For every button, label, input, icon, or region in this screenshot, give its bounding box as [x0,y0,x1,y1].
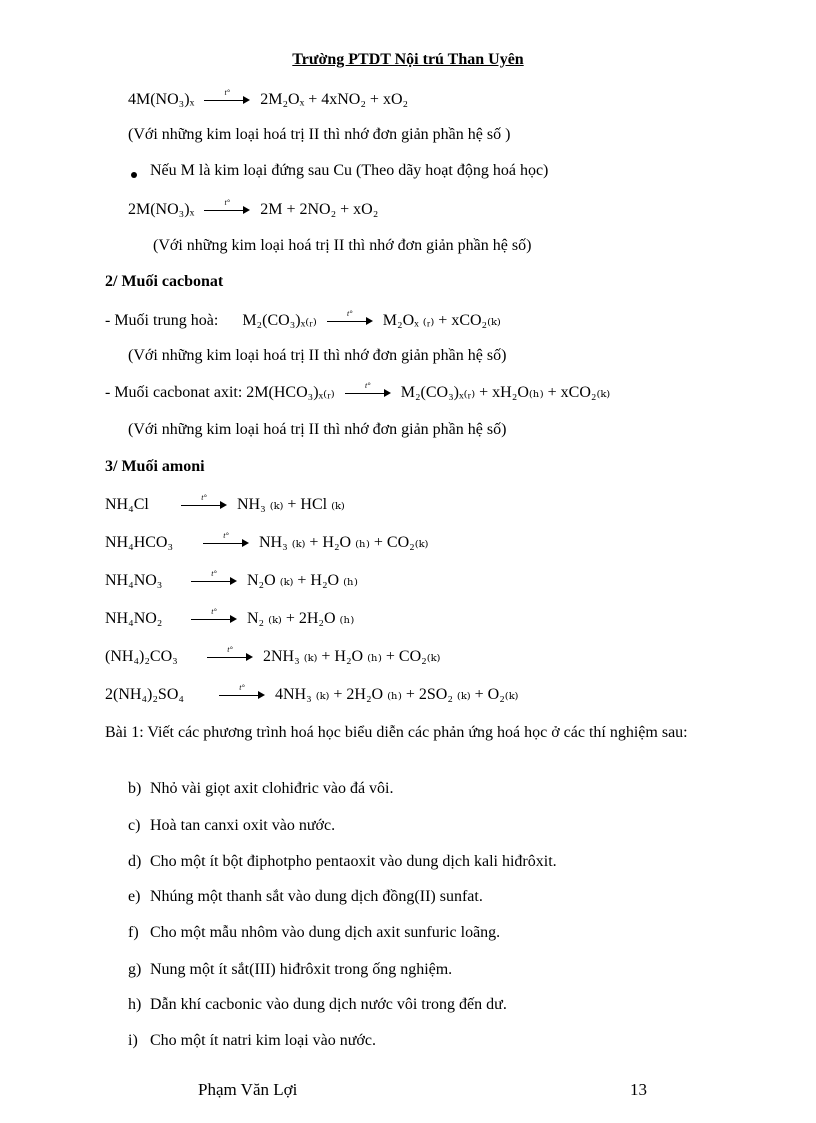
eq-right: 2M + 2NO₂ + xO₂ [260,201,379,218]
bullet-text: Nếu M là kim loại đứng sau Cu (Theo dãy hoạt động hoá học) [150,162,549,179]
arrow-icon: t° [219,688,265,702]
footer-author: Phạm Văn Lợi [198,1080,298,1099]
eq-left: 2M(NO₃)ₓ [128,201,195,218]
eq-left: M₂(CO₃)ₓ₍ᵣ₎ [242,312,317,329]
arrow-icon: t° [204,93,250,107]
exercise-item: h) Dẫn khí cacbonic vào dung dịch nước vôi trong đến dư. [128,996,507,1013]
eq-prefix: - Muối cacbonat axit: [105,384,243,401]
section-ammonium-heading: 3/ Muối amoni [105,458,205,475]
arrow-icon: t° [327,314,373,328]
exercise-item: e) Nhúng một thanh sắt vào dung dịch đồng(II) sunfat. [128,888,483,905]
equation-ammonium: (NH₄)₂CO₃ t° 2NH₃ ₍ₖ₎ + H₂O ₍ₕ₎ + CO₂₍ₖ₎ [105,645,441,665]
eq-left: 4M(NO₃)ₓ [128,91,195,108]
exercise-item: b) Nhỏ vài giọt axit clohiđric vào đá vôi. [128,780,394,797]
eq-right: 2M₂Oₓ + 4xNO₂ + xO₂ [260,91,409,108]
note-2: (Với những kim loại hoá trị II thì nhớ đơn giản phần hệ số) [153,237,532,254]
arrow-icon: t° [204,203,250,217]
equation-ammonium: NH₄HCO₃ t° NH₃ ₍ₖ₎ + H₂O ₍ₕ₎ + CO₂₍ₖ₎ [105,531,429,551]
note-4: (Với những kim loại hoá trị II thì nhớ đơn giản phần hệ số) [128,421,507,438]
arrow-icon: t° [191,612,237,626]
arrow-icon: t° [203,536,249,550]
eq-left: 2M(HCO₃)ₓ₍ᵣ₎ [246,384,335,401]
equation-ammonium: NH₄NO₃ t° N₂O ₍ₖ₎ + H₂O ₍ₕ₎ [105,569,358,589]
arrow-icon: t° [207,650,253,664]
arrow-icon: t° [191,574,237,588]
eq-prefix: - Muối trung hoà: [105,312,219,329]
equation-ammonium: NH₄NO₂ t° N₂ ₍ₖ₎ + 2H₂O ₍ₕ₎ [105,607,355,627]
arrow-icon: t° [345,386,391,400]
exercise-intro: Bài 1: Viết các phương trình hoá học biểu diễn các phản ứng hoá học ở các thí nghiệm sau: [105,724,688,741]
page-number: 13 [630,1080,647,1099]
exercise-item: i) Cho một ít natri kim loại vào nước. [128,1032,376,1049]
arrow-icon: t° [181,498,227,512]
equation-carbonate-acid [105,383,610,403]
section-carbonate-heading: 2/ Muối cacbonat [105,273,224,290]
note-1: (Với những kim loại hoá trị II thì nhớ đơn giản phần hệ số ) [128,126,511,143]
eq-right: M₂Oₓ ₍ᵣ₎ + xCO₂₍ₖ₎ [382,312,501,329]
page-header: Trường PTDT Nội trú Than Uyên [292,51,524,68]
equation-nitrate-2 [128,200,378,220]
bullet-icon [131,172,137,178]
equation-carbonate-neutral [105,311,501,331]
equation-ammonium: NH₄Cl t° NH₃ ₍ₖ₎ + HCl ₍ₖ₎ [105,493,345,513]
exercise-item: d) Cho một ít bột điphotpho pentaoxit vào dung dịch kali hiđrôxit. [128,853,557,870]
equation-ammonium: 2(NH₄)₂SO₄ t° 4NH₃ ₍ₖ₎ + 2H₂O ₍ₕ₎ + 2SO₂ ₍ₖ₎ + O₂₍ₖ₎ [105,683,519,703]
equation-nitrate-1 [128,90,408,110]
note-3: (Với những kim loại hoá trị II thì nhớ đơn giản phần hệ số) [128,347,507,364]
exercise-item: g) Nung một ít sắt(III) hiđrôxit trong ống nghiệm. [128,961,453,978]
eq-right: M₂(CO₃)ₓ₍ᵣ₎ + xH₂O₍ₕ₎ + xCO₂₍ₖ₎ [400,384,611,401]
exercise-item: c) Hoà tan canxi oxit vào nước. [128,817,336,834]
exercise-item: f) Cho một mẫu nhôm vào dung dịch axit sunfuric loãng. [128,924,501,941]
